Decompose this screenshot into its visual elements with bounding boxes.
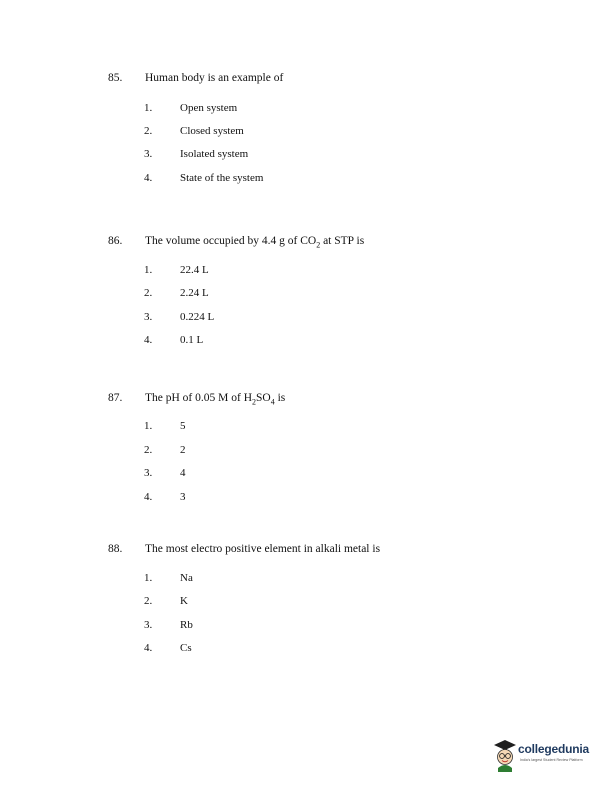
- question-number: 86.: [108, 235, 123, 247]
- option: [0, 334, 612, 350]
- option-text: 22.4 L: [180, 264, 209, 276]
- option-number: 3.: [144, 467, 153, 479]
- question-number: 88.: [108, 543, 123, 555]
- option-number: 4.: [144, 642, 153, 654]
- option-text: K: [180, 595, 188, 607]
- option-number: 2.: [144, 287, 153, 299]
- option-number: 4.: [144, 491, 153, 503]
- option-number: 2.: [144, 595, 153, 607]
- option-number: 4.: [144, 334, 153, 346]
- option-text: 2.24 L: [180, 287, 209, 299]
- option-number: 1.: [144, 420, 153, 432]
- option: [0, 172, 612, 188]
- option: [0, 148, 612, 164]
- option: [0, 125, 612, 141]
- option: [0, 642, 612, 658]
- option: [0, 444, 612, 460]
- option-number: 3.: [144, 619, 153, 631]
- option-text: 2: [180, 444, 186, 456]
- option: [0, 287, 612, 303]
- option: [0, 264, 612, 280]
- question-text: [145, 392, 285, 406]
- question-number: 85.: [108, 72, 123, 84]
- option: [0, 491, 612, 507]
- question-text: Human body is an example of: [145, 72, 284, 84]
- option-number: 2.: [144, 444, 153, 456]
- option-text: Closed system: [180, 125, 244, 137]
- option-text: Cs: [180, 642, 192, 654]
- option-text: Open system: [180, 102, 238, 114]
- option-text: Na: [180, 572, 193, 584]
- option-number: 1.: [144, 264, 153, 276]
- collegedunia-logo: [490, 736, 608, 776]
- option: [0, 311, 612, 327]
- question-text-part: The pH of 0.05 M of H: [145, 392, 252, 404]
- option-text: 0.224 L: [180, 311, 215, 323]
- question-text: The most electro positive element in alkali metal is: [145, 543, 381, 555]
- option-text: 3: [180, 491, 186, 503]
- graduate-mascot-icon: [492, 738, 518, 772]
- question-text-part: The volume occupied by 4.4 g of CO: [145, 235, 317, 247]
- option: [0, 572, 612, 588]
- option: [0, 420, 612, 436]
- subscript: 2: [252, 397, 256, 407]
- option-number: 2.: [144, 125, 153, 137]
- option: [0, 102, 612, 118]
- option-number: 1.: [144, 102, 153, 114]
- question-text-part: is: [274, 392, 286, 404]
- question-number: 87.: [108, 392, 123, 404]
- option-text: Rb: [180, 619, 193, 631]
- question-text-part: SO: [256, 392, 271, 404]
- option-text: State of the system: [180, 172, 264, 184]
- option: [0, 595, 612, 611]
- option-number: 1.: [144, 572, 153, 584]
- option-text: 5: [180, 420, 186, 432]
- option-number: 4.: [144, 172, 153, 184]
- option-text: Isolated system: [180, 148, 249, 160]
- logo-wordmark: collegedunia: [518, 742, 589, 756]
- option: [0, 619, 612, 635]
- option-number: 3.: [144, 311, 153, 323]
- question-text-part: at STP is: [320, 235, 365, 247]
- subscript: 2: [316, 240, 321, 250]
- logo-tagline: India's largest Student Review Platform: [520, 758, 583, 762]
- question-text: [145, 235, 364, 249]
- option-number: 3.: [144, 148, 153, 160]
- option-text: 4: [180, 467, 186, 479]
- option-text: 0.1 L: [180, 334, 204, 346]
- option: [0, 467, 612, 483]
- subscript: 4: [270, 397, 275, 407]
